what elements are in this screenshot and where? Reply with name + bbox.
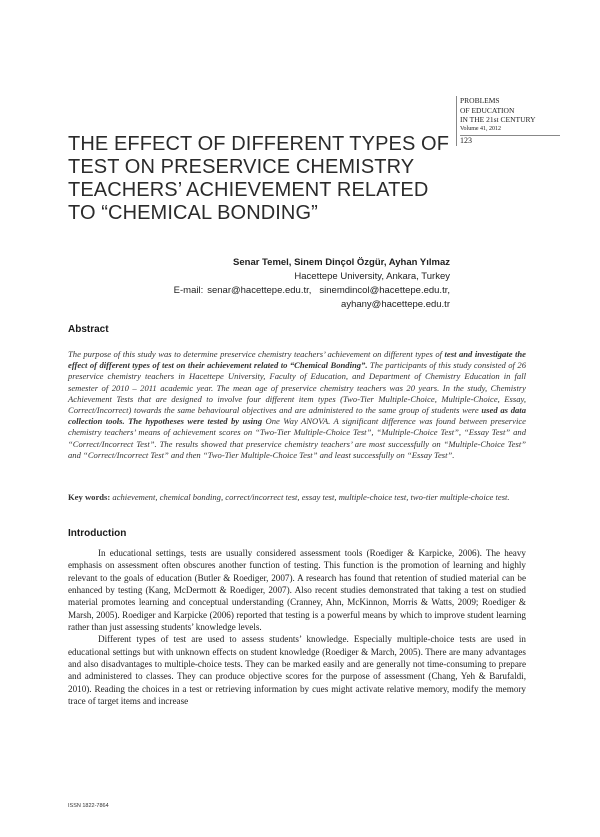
- email-1[interactable]: senar@hacettepe.edu.tr,: [207, 285, 312, 296]
- introduction-body: [68, 547, 526, 707]
- journal-volume: Volume 41, 2012: [460, 125, 502, 132]
- journal-name-line-2: OF EDUCATION: [460, 105, 515, 115]
- email-label: E-mail:: [173, 285, 204, 296]
- abstract-part-2: The participants of this study consisted of 26 preservice chemistry teachers in Hacettepe University, Faculty of Education, and Department of Chemistry Education in fall semester of 2010 – 2011 academic year. The mean age of preservice chemistry teachers was 20 years. In the study, Chemistry Achievement Tests that are designed to involve four different item types (Two-Tier Multiple-Choice, Multiple-Choice, Essay, Correct/Incorrect) towards the same behavioural objectives and are administered to the same group of students were: [68, 360, 526, 416]
- keywords-label: Key words:: [68, 492, 111, 502]
- email-3[interactable]: ayhany@hacettepe.edu.tr: [341, 299, 450, 310]
- introduction-paragraph-2: Different types of test are used to assess students’ knowledge. Especially multiple-choice tests are used in educational settings but with unknown effects on student knowledge (Roediger & March, 2005). There are many advantages and also disadvantages to multiple-choice tests. They can be marked easily and are generally not time-consuming to prepare and administered to classes. They can produce objective scores for the purpose of assessment (Chang, Yeh & Barufaldi, 2010). Reading the choices in a test or retrieving information by cues might activate relative memory, modify the memory trace of target items and increase: [68, 634, 526, 707]
- keywords: [68, 492, 526, 503]
- affiliation: Hacettepe University, Ankara, Turkey: [294, 271, 450, 282]
- abstract-heading: Abstract: [68, 324, 109, 335]
- page-number: 123: [460, 135, 560, 146]
- author-block: [174, 256, 450, 312]
- email-2[interactable]: sinemdincol@hacettepe.edu.tr,: [319, 285, 450, 296]
- article-title: THE EFFECT OF DIFFERENT TYPES OF TEST ON PRESERVICE CHEMISTRY TEACHERS’ ACHIEVEMENT RELATED TO “CHEMICAL BONDING”: [68, 133, 450, 224]
- introduction-paragraph-1: In educational settings, tests are usually considered assessment tools (Roediger & Karpicke, 2006). The heavy emphasis on assessment often obscures another function of testing. This function is the promotion of learning and highly relevant to the goals of education (Butler & Roediger, 2007). A research has found that retention of studied material can be enhanced by testing (Kang, McDermott & Roediger, 2007). Also recent studies demonstrated that taking a test on studied material promotes learning and conceptual understanding (Cranney, Ahn, McKinnon, Morris & Watts, 2009; Roediger & Marsh, 2005). Roediger and Karpicke (2006) reported that testing is a powerful means by which to improve student learning rather than just assessing students’ knowledge levels.: [68, 548, 526, 633]
- journal-name-line-3: IN THE 21st CENTURY: [460, 115, 536, 124]
- abstract-bold-1: test and investigate the effect of different types of test on their achievement related to “Chemical Bonding”.: [68, 349, 526, 371]
- email-line: [174, 284, 450, 298]
- abstract-text: [68, 349, 526, 461]
- author-names: Senar Temel, Sinem Dinçol Özgür, Ayhan Yılmaz: [233, 257, 450, 268]
- journal-name-line-1: PROBLEMS: [460, 96, 500, 105]
- abstract-part-1: The purpose of this study was to determine preservice chemistry teachers’ achievement on different types of: [68, 349, 445, 359]
- journal-header: [456, 96, 578, 146]
- keywords-list: achievement, chemical bonding, correct/incorrect test, essay test, multiple-choice test, two-tier multiple-choice test.: [110, 492, 510, 502]
- abstract-part-3: One Way ANOVA. A significant difference was found between preservice chemistry teachers’ means of achievement scores on “Two-Tier Multiple-Choice Test”, “Multiple-Choice Test”, “Essay Test” and “Correct/Incorrect Test”. The results showed that preservice chemistry teachers’ are most successfully on “Multiple-Choice Test” and “Correct/Incorrect Test” and then “Two-Tier Multiple-Choice Test” and least successfully on “Essay Test”.: [68, 416, 526, 460]
- issn-footer: ISSN 1822-7864: [68, 803, 109, 809]
- abstract-bold-2: used as data collection tools. The hypotheses were tested by using: [68, 405, 526, 427]
- introduction-heading: Introduction: [68, 528, 127, 539]
